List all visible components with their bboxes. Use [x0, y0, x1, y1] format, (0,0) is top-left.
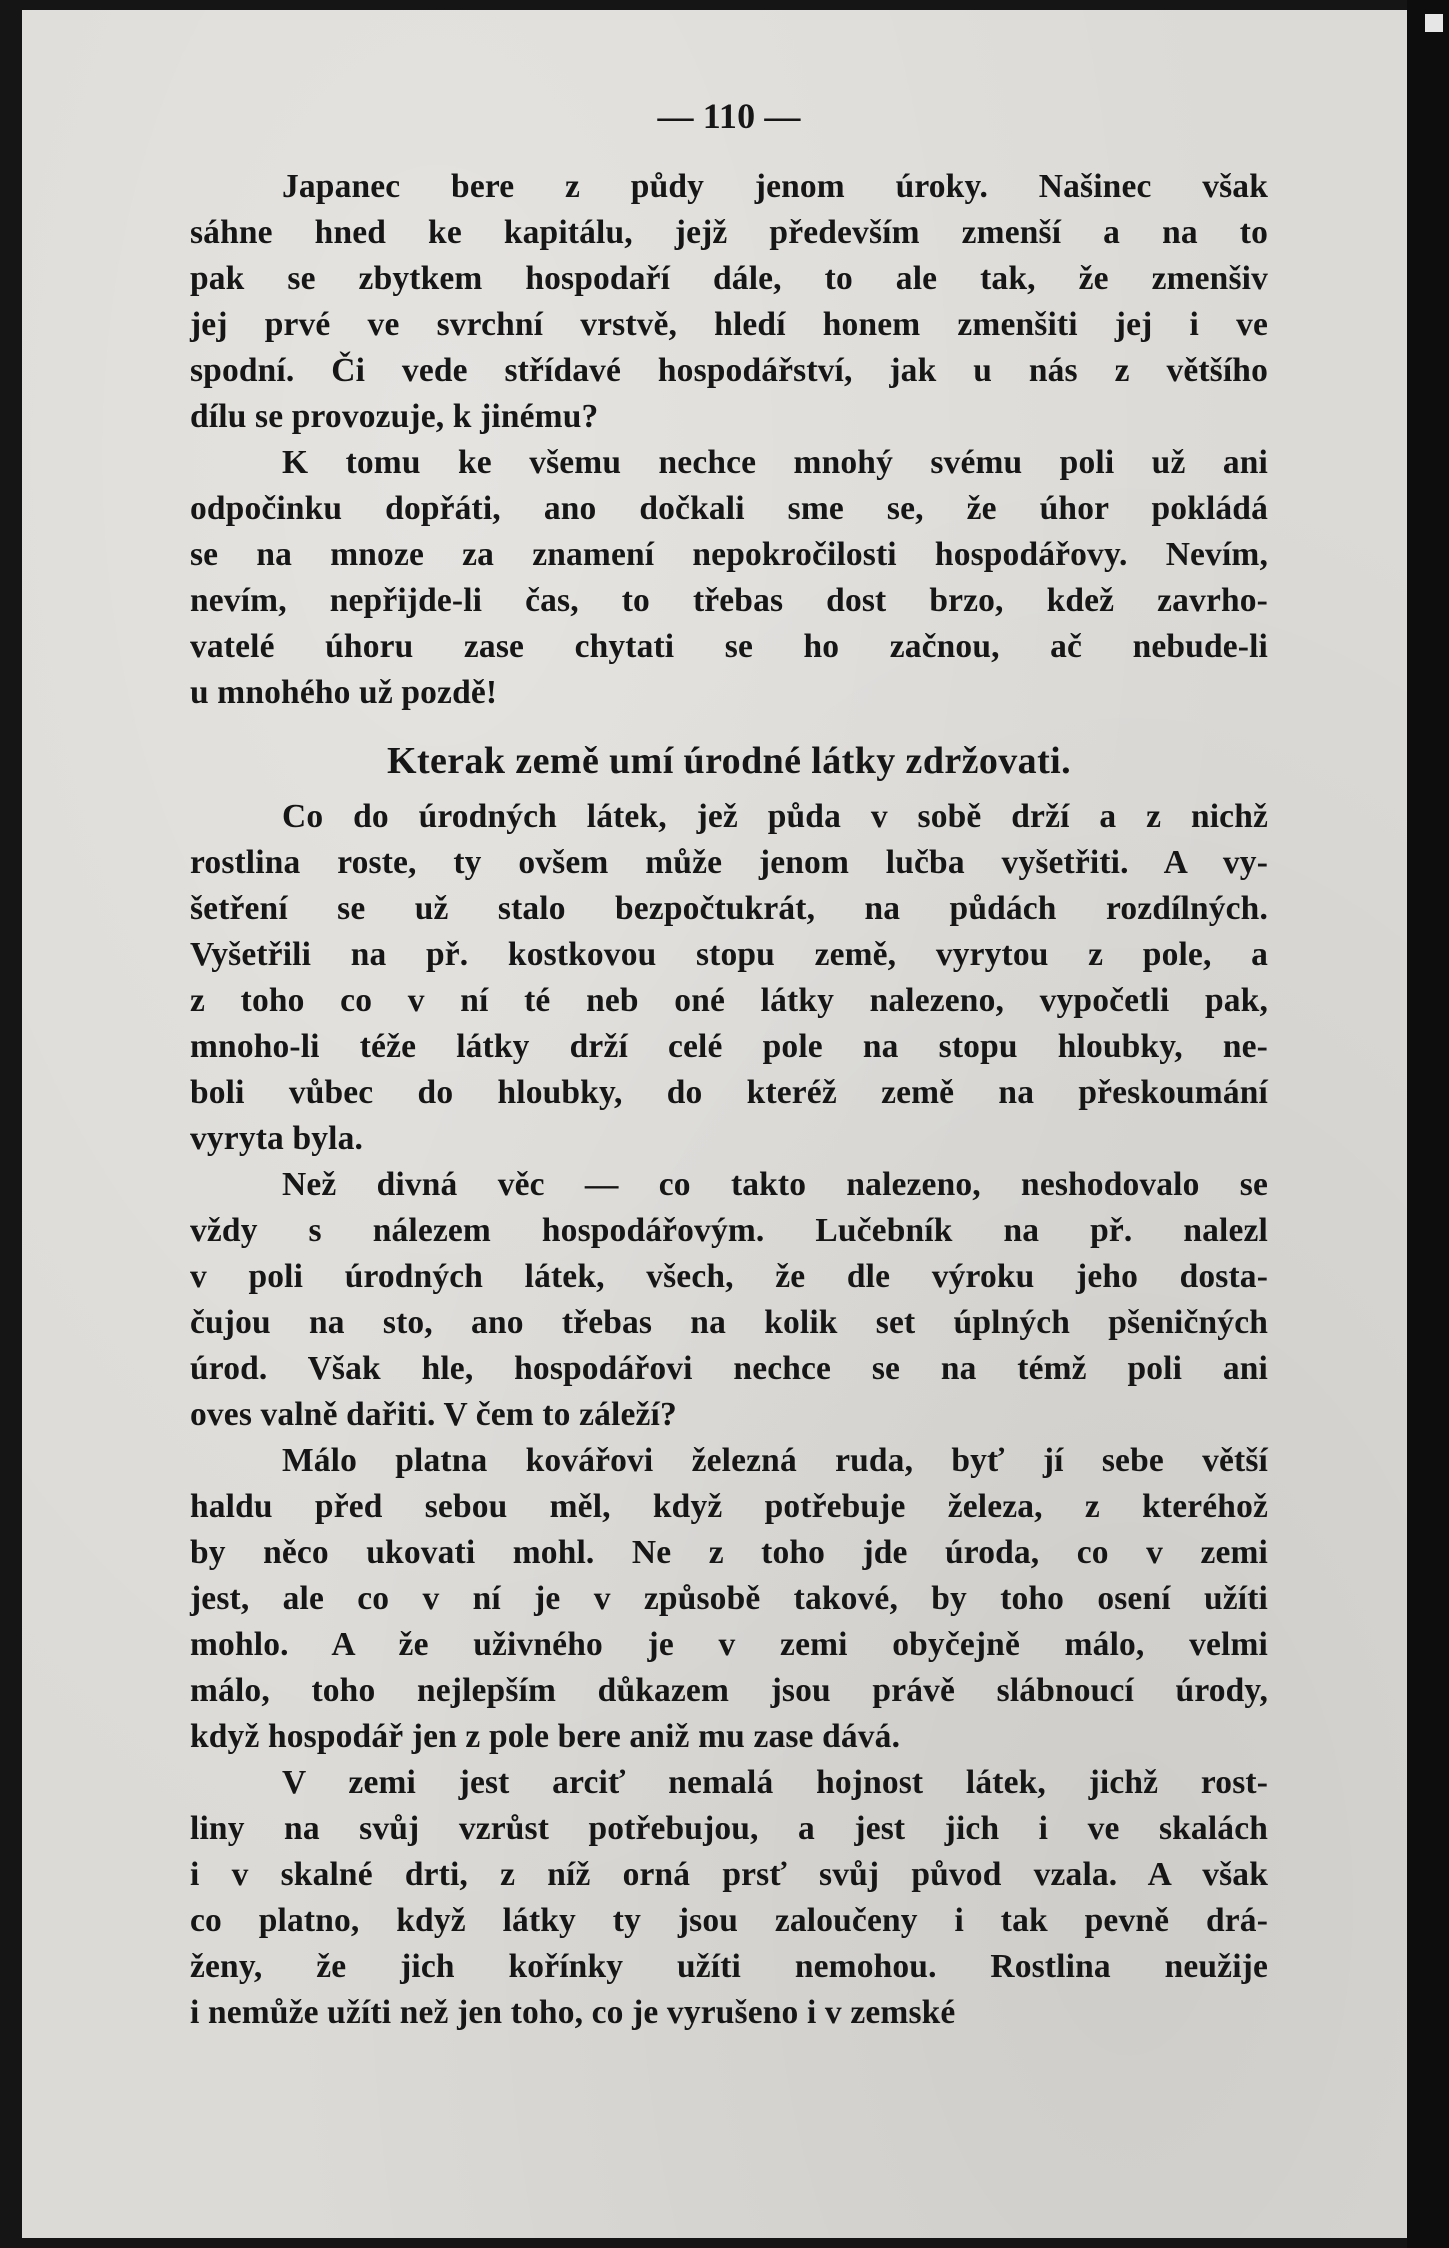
text-line: vždy s nálezem hospodářovým. Lučebník na př. nalezl	[190, 1212, 1268, 1249]
paragraphs-after-heading	[190, 794, 1268, 2036]
text-line: i nemůže užíti než jen toho, co je vyrušeno i v zemské	[190, 1994, 956, 2031]
text-line: boli vůbec do hloubky, do kteréž země na přeskoumání	[190, 1074, 1268, 1111]
text-line: čujou na sto, ano třebas na kolik set úplných pšeničných	[190, 1304, 1268, 1341]
text-line: se na mnoze za znamení nepokročilosti hospodářovy. Nevím,	[190, 536, 1268, 573]
text-line: i v skalné drti, z níž orná prsť svůj původ vzala. A však	[190, 1856, 1268, 1893]
paragraph	[190, 1438, 1268, 1760]
section-heading: Kterak země umí úrodné látky zdržovati.	[386, 740, 1071, 782]
paragraph	[190, 1162, 1268, 1438]
text-line: nevím, nepřijde-li čas, to třebas dost brzo, kdež zavrho-	[190, 582, 1268, 619]
text-line: pak se zbytkem hospodaří dále, to ale tak, že zmenšiv	[190, 260, 1268, 297]
text-line: když hospodář jen z pole bere aniž mu zase dává.	[190, 1718, 901, 1755]
text-line: Než divná věc — co takto nalezeno, neshodovalo se	[282, 1166, 1268, 1203]
text-line: jest, ale co v ní je v způsobě takové, by toho osení užíti	[190, 1580, 1268, 1617]
text-line: málo, toho nejlepším důkazem jsou právě slábnoucí úrody,	[190, 1672, 1268, 1709]
scan-border	[1407, 0, 1449, 2248]
paragraph	[190, 440, 1268, 716]
text-line: Vyšetřili na př. kostkovou stopu země, vyrytou z pole, a	[190, 936, 1268, 973]
page-number: — 110 —	[657, 96, 801, 136]
paragraph	[190, 164, 1268, 440]
text-line: Málo platna kovářovi železná ruda, byť jí sebe větší	[282, 1442, 1268, 1479]
paragraph	[190, 1760, 1268, 2036]
text-line: Co do úrodných látek, jež půda v sobě drží a z nichž	[282, 798, 1268, 835]
text-line: by něco ukovati mohl. Ne z toho jde úroda, co v zemi	[190, 1534, 1268, 1571]
text-line: úrod. Však hle, hospodářovi nechce se na témž poli ani	[190, 1350, 1268, 1387]
text-line: oves valně dařiti. V čem to záleží?	[190, 1396, 677, 1433]
text-line: co platno, když látky ty jsou zaloučeny i tak pevně drá-	[190, 1902, 1268, 1939]
paragraph	[190, 794, 1268, 1162]
paragraphs-before-heading	[190, 164, 1268, 716]
page-text	[190, 90, 1268, 2036]
text-line: haldu před sebou měl, když potřebuje železa, z kteréhož	[190, 1488, 1268, 1525]
text-line: u mnohého už pozdě!	[190, 674, 498, 711]
scan-corner-mark	[1425, 14, 1443, 32]
text-line: šetření se už stalo bezpočtukrát, na půdách rozdílných.	[190, 890, 1268, 927]
text-line: z toho co v ní té neb oné látky nalezeno, vypočetli pak,	[190, 982, 1268, 1019]
text-line: vyryta byla.	[190, 1120, 364, 1157]
text-line: K tomu ke všemu nechce mnohý svému poli už ani	[282, 444, 1268, 481]
text-line: mnoho-li téže látky drží celé pole na stopu hloubky, ne-	[190, 1028, 1268, 1065]
text-line: jej prvé ve svrchní vrstvě, hledí honem zmenšiti jej i ve	[190, 306, 1268, 343]
text-line: liny na svůj vzrůst potřebujou, a jest jich i ve skalách	[190, 1810, 1268, 1847]
text-line: dílu se provozuje, k jinému?	[190, 398, 599, 435]
text-line: odpočinku dopřáti, ano dočkali sme se, že úhor pokládá	[190, 490, 1268, 527]
text-line: vatelé úhoru zase chytati se ho začnou, ač nebude-li	[190, 628, 1268, 665]
text-line: sáhne hned ke kapitálu, jejž především zmenší a na to	[190, 214, 1268, 251]
text-line: Japanec bere z půdy jenom úroky. Našinec však	[282, 168, 1268, 205]
text-line: ženy, že jich kořínky užíti nemohou. Rostlina neužije	[190, 1948, 1268, 1985]
text-line: V zemi jest arciť nemalá hojnost látek, jichž rost-	[282, 1764, 1268, 1801]
text-line: v poli úrodných látek, všech, že dle výroku jeho dosta-	[190, 1258, 1268, 1295]
text-line: spodní. Či vede střídavé hospodářství, jak u nás z většího	[190, 352, 1268, 389]
text-line: mohlo. A že uživného je v zemi obyčejně málo, velmi	[190, 1626, 1268, 1663]
text-line: rostlina roste, ty ovšem může jenom lučba vyšetřiti. A vy-	[190, 844, 1268, 881]
